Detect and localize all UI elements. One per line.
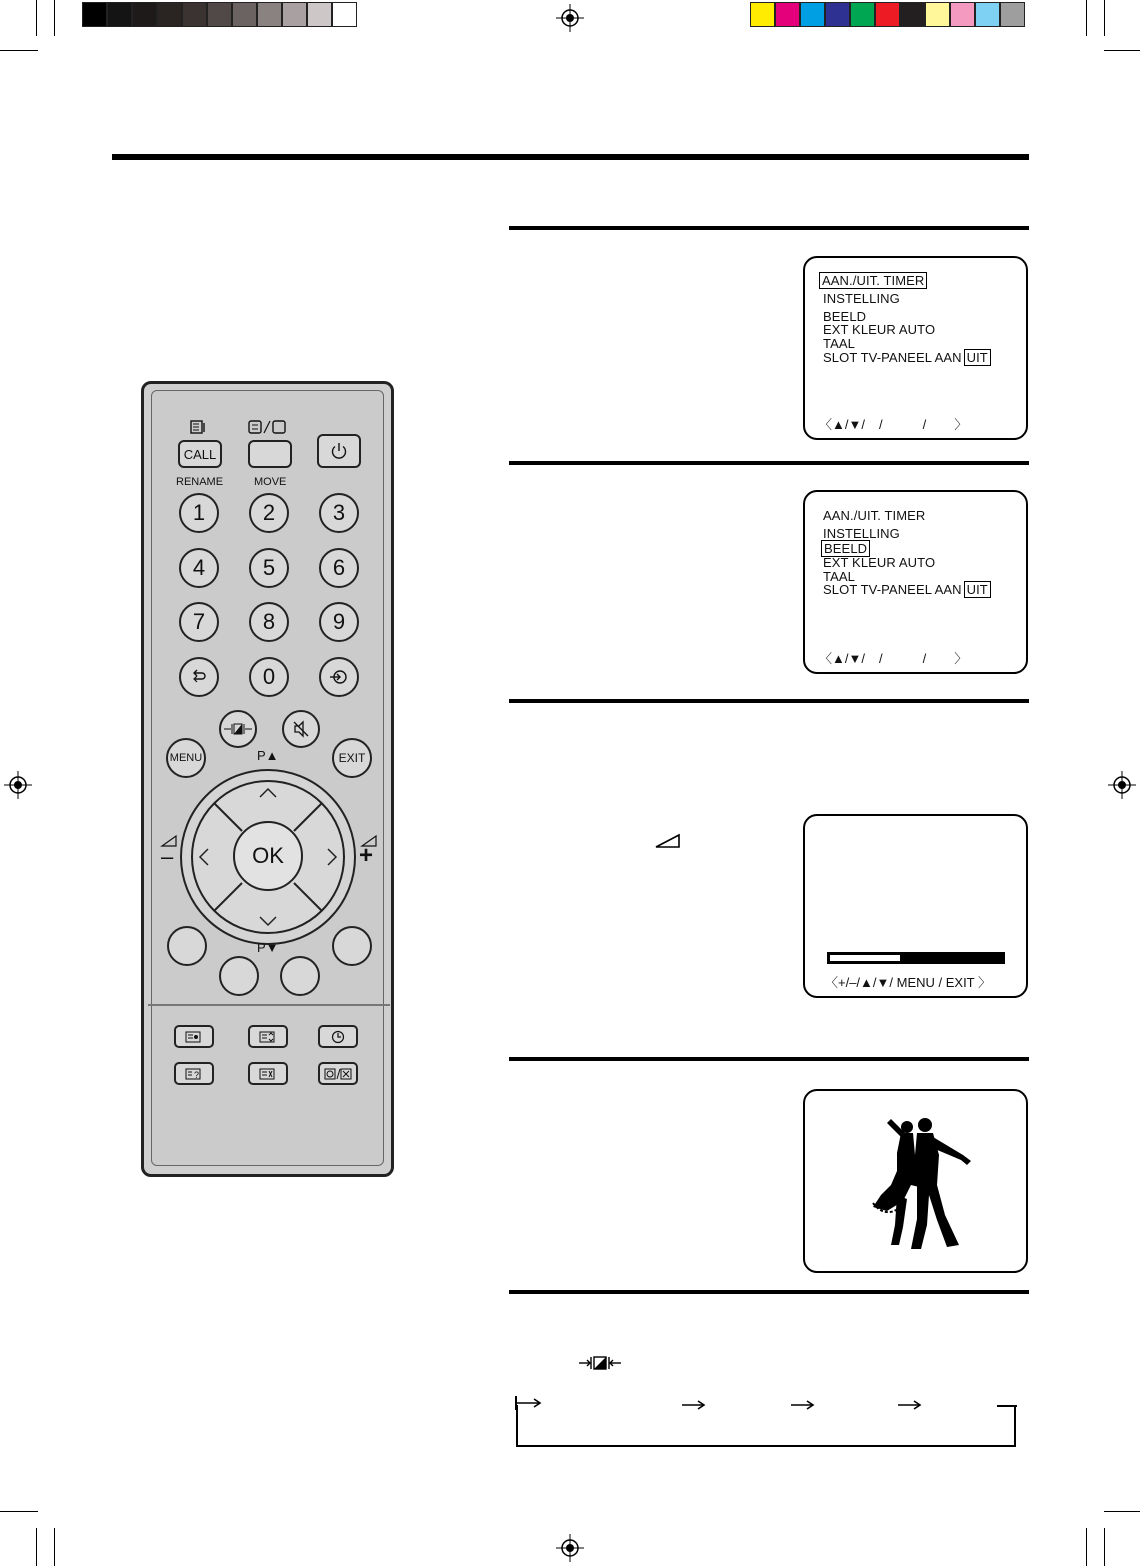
picture-size-button[interactable] [219, 710, 257, 748]
ok-button[interactable] [233, 821, 303, 891]
menu-item-slot: SLOT TV-PANEEL AAN UIT [823, 351, 991, 365]
teletext-size-button[interactable] [248, 1025, 288, 1048]
gray-swatch [107, 2, 132, 27]
color-swatch [750, 2, 775, 27]
gray-swatch [82, 2, 107, 27]
digit-0-button[interactable]: 0 [249, 657, 289, 697]
section-rule [509, 461, 1029, 465]
crop-mark [54, 1528, 55, 1566]
lock-value: UIT [964, 581, 991, 598]
crop-mark [1104, 50, 1140, 51]
crop-mark [36, 1528, 37, 1566]
crop-mark [1086, 1528, 1087, 1566]
gray-swatch [132, 2, 157, 27]
channel-down-label: P▼ [257, 940, 279, 955]
menu-item-instelling: INSTELLING [823, 291, 900, 306]
mute-button[interactable] [282, 710, 320, 748]
crop-mark [1104, 1511, 1140, 1512]
clock-button[interactable] [318, 1025, 358, 1048]
color-swatch [775, 2, 800, 27]
exit-button[interactable] [332, 738, 372, 778]
crop-mark [54, 0, 55, 36]
color-swatch [800, 2, 825, 27]
flow-arrow-start [514, 1396, 544, 1410]
picture-size-icon [578, 1355, 622, 1371]
gray-swatch [332, 2, 357, 27]
lock-value: UIT [964, 349, 991, 366]
mute-icon [292, 720, 310, 738]
teletext-size-icon [259, 1031, 277, 1043]
menu-item-taal: TAAL [823, 336, 855, 351]
registration-mark [556, 4, 584, 32]
picture-mode-cycle-diagram [516, 1405, 1016, 1447]
digit-6-button[interactable]: 6 [319, 548, 359, 588]
remote-control [141, 381, 394, 1177]
gray-swatch [207, 2, 232, 27]
digit-7-button[interactable]: 7 [179, 602, 219, 642]
digit-4-button[interactable]: 4 [179, 548, 219, 588]
menu-item-ext-kleur: EXT KLEUR AUTO [823, 322, 936, 337]
gray-swatch [257, 2, 282, 27]
section-rule [509, 1290, 1029, 1294]
crop-mark [0, 1511, 38, 1512]
volume-plus-label: + [359, 842, 374, 869]
teletext-picture-button[interactable] [174, 1025, 214, 1048]
tv-screen-menu-1 [803, 256, 1028, 440]
teletext-picture-icon [185, 1031, 203, 1043]
call-label: CALL [183, 446, 217, 462]
remote-divider [148, 1004, 390, 1006]
blue-button[interactable] [332, 926, 372, 966]
clock-icon [331, 1030, 345, 1044]
crop-mark [0, 50, 38, 51]
digit-1-button[interactable]: 1 [179, 493, 219, 533]
menu-item-taal: TAAL [823, 569, 855, 584]
digit-8-button[interactable]: 8 [249, 602, 289, 642]
flow-arrow [682, 1399, 708, 1411]
green-button[interactable] [219, 956, 259, 996]
gray-swatch [157, 2, 182, 27]
dpad-right-button[interactable] [308, 828, 344, 884]
color-calibration-strip [750, 2, 1025, 27]
registration-mark [4, 771, 32, 799]
menu-item-timer: AAN./UIT. TIMER [823, 508, 926, 523]
crop-mark [36, 0, 37, 36]
gray-swatch [232, 2, 257, 27]
color-swatch [975, 2, 1000, 27]
teletext-index-icon [190, 420, 206, 434]
dpad-down-button[interactable] [240, 898, 296, 934]
teletext-tv-icon [248, 420, 288, 434]
recall-icon [190, 668, 208, 686]
volume-icon [655, 833, 681, 849]
crop-mark [1086, 0, 1087, 36]
input-select-button[interactable] [319, 657, 359, 697]
teletext-reveal-icon [185, 1068, 203, 1080]
timer-cancel-button[interactable] [318, 1062, 358, 1085]
flow-arrow [898, 1399, 924, 1411]
digit-2-button[interactable]: 2 [249, 493, 289, 533]
flow-end-tick [997, 1405, 1017, 1407]
timer-cancel-icon [324, 1068, 352, 1080]
picture-size-icon [224, 723, 252, 735]
menu-item-ext-kleur: EXT KLEUR AUTO [823, 555, 936, 570]
color-swatch [825, 2, 850, 27]
digit-5-button[interactable]: 5 [249, 548, 289, 588]
power-icon [330, 442, 348, 460]
svg-text:?: ? [194, 1069, 200, 1080]
menu-item-beeld: BEELD [821, 542, 870, 556]
flow-arrow [791, 1399, 817, 1411]
gray-swatch [282, 2, 307, 27]
channel-up-label: P▲ [257, 748, 279, 763]
gray-swatch [307, 2, 332, 27]
color-swatch [1000, 2, 1025, 27]
tv-screen-adjust [803, 814, 1028, 998]
color-swatch [925, 2, 950, 27]
move-label: MOVE [254, 476, 287, 488]
crop-mark [1104, 1528, 1105, 1566]
menu-item-beeld: BEELD [823, 309, 867, 324]
header-rule [112, 154, 1029, 160]
crop-mark [1104, 0, 1105, 36]
teletext-hold-icon [259, 1068, 277, 1080]
registration-mark [556, 1534, 584, 1562]
color-swatch [900, 2, 925, 27]
teletext-reveal-button[interactable] [174, 1062, 214, 1085]
teletext-hold-button[interactable] [248, 1062, 288, 1085]
rename-label: RENAME [176, 476, 224, 488]
gray-calibration-strip [82, 2, 357, 27]
yellow-button[interactable] [280, 956, 320, 996]
menu-item-slot: SLOT TV-PANEEL AAN UIT [823, 583, 991, 597]
red-button[interactable] [167, 926, 207, 966]
digit-9-button[interactable]: 9 [319, 602, 359, 642]
section-rule [509, 1057, 1029, 1061]
section-rule [509, 226, 1029, 230]
dancers-illustration [867, 1115, 979, 1255]
menu-label: MENU [169, 752, 203, 764]
nav-hint: 〈▲/▼/ / / 〉 [819, 651, 968, 666]
digit-3-button[interactable]: 3 [319, 493, 359, 533]
color-swatch [850, 2, 875, 27]
color-swatch [875, 2, 900, 27]
adjust-progress-bar [827, 952, 1005, 964]
power-button[interactable] [317, 434, 361, 468]
menu-item-instelling: INSTELLING [823, 526, 900, 541]
section-rule [509, 699, 1029, 703]
menu-item-timer: AAN./UIT. TIMER [819, 274, 927, 288]
color-swatch [950, 2, 975, 27]
tv-screen-menu-2 [803, 490, 1028, 674]
tv-screen-picture [803, 1089, 1028, 1273]
gray-swatch [182, 2, 207, 27]
dpad-left-button[interactable] [192, 828, 228, 884]
dpad-up-button[interactable] [240, 781, 296, 817]
recall-button[interactable] [179, 657, 219, 697]
nav-hint: 〈+/–/▲/▼/ MENU / EXIT 〉 [825, 975, 991, 990]
registration-mark [1108, 771, 1136, 799]
teletext-button[interactable] [248, 440, 292, 468]
menu-button[interactable] [166, 738, 206, 778]
volume-minus-label: – [161, 844, 174, 869]
progress-fill [830, 955, 900, 961]
nav-hint: 〈▲/▼/ / / 〉 [819, 417, 968, 432]
call-button[interactable] [178, 440, 222, 468]
ok-label: OK [252, 843, 284, 868]
exit-label: EXIT [338, 751, 366, 765]
input-icon [329, 668, 349, 686]
